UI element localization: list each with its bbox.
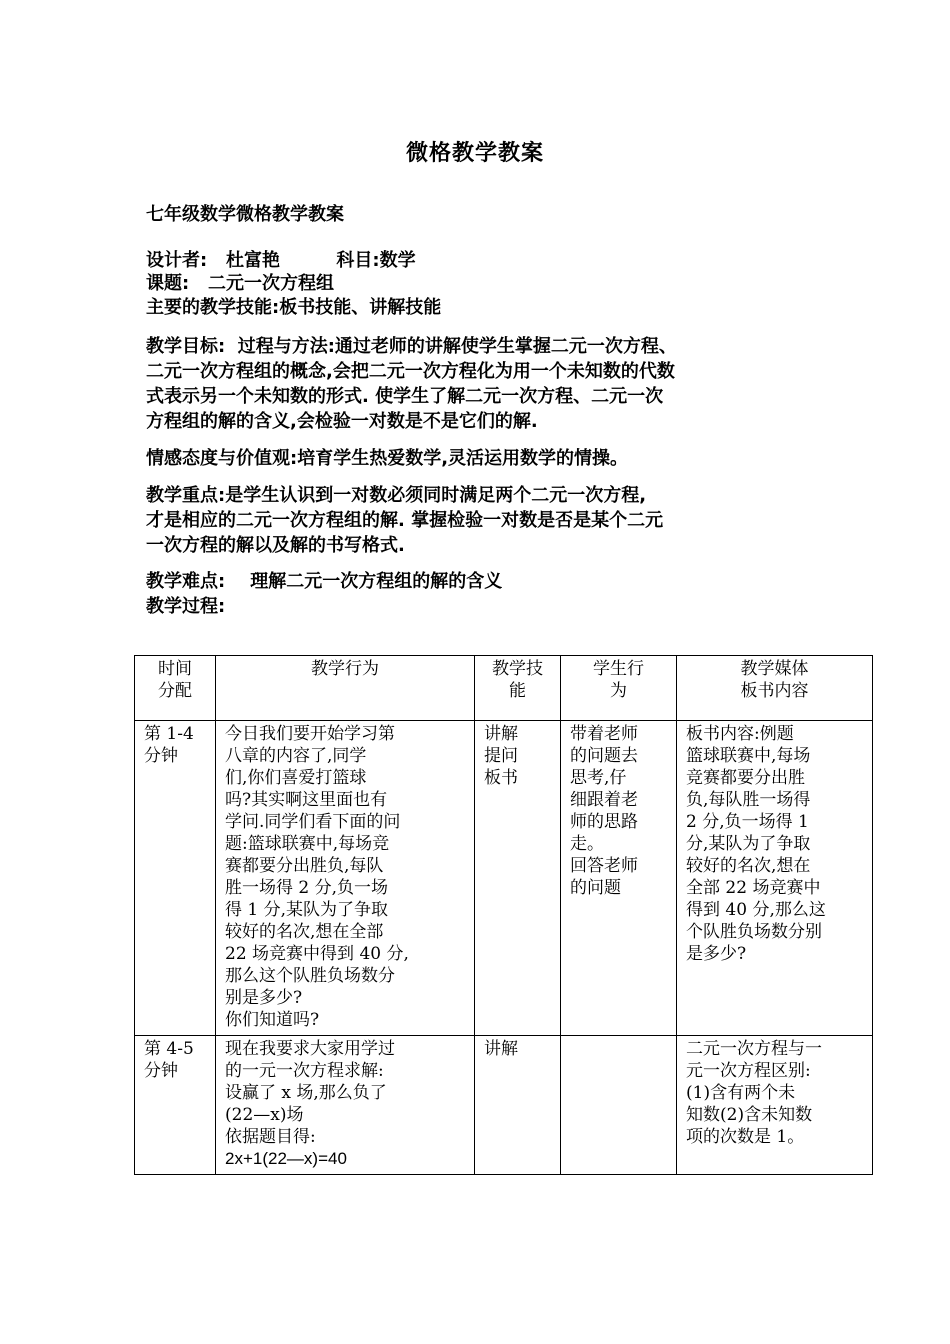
header-time <box>135 656 216 721</box>
objectives-line: 教学目标: 过程与方法:通过老师的讲解使学生掌握二元一次方程、 <box>146 336 677 357</box>
cell-text: 的问题去 <box>570 746 638 766</box>
cell-board <box>677 721 873 1036</box>
cell-text: 第 1-4 <box>144 724 194 744</box>
cell-text: 的一元一次方程求解: <box>225 1061 384 1081</box>
skills-line: 主要的教学技能:板书技能、讲解技能 <box>146 297 442 318</box>
cell-text: 个队胜负场数分别 <box>686 922 822 942</box>
header-student <box>561 656 677 721</box>
cell-text: 胜一场得 2 分,负一场 <box>225 878 389 898</box>
cell-text: 分,某队为了争取 <box>686 834 811 854</box>
cell-text: 设赢了 x 场,那么负了 <box>225 1083 387 1103</box>
table-header-row <box>135 656 873 721</box>
cell-text: 走。 <box>570 834 604 854</box>
cell-text: 全部 22 场竞赛中 <box>686 878 821 898</box>
cell-text: 板书 <box>484 768 518 788</box>
header-text: 为 <box>610 681 627 701</box>
cell-text: 带着老师 <box>570 724 638 744</box>
cell-text: 板书内容:例题 <box>686 724 794 744</box>
cell-text: 今日我们要开始学习第 <box>225 724 395 744</box>
lesson-table <box>134 655 873 1175</box>
cell-time <box>135 1036 216 1175</box>
document-title: 微格教学教案 <box>405 141 544 166</box>
header-text: 板书内容 <box>740 681 809 701</box>
cell-text: 学问.同学们看下面的问 <box>225 812 401 832</box>
cell-text: 八章的内容了,同学 <box>225 746 367 766</box>
cell-text: 题:篮球联赛中,每场竞 <box>225 834 390 854</box>
cell-text: 知数(2)含未知数 <box>686 1105 813 1125</box>
header-text: 能 <box>509 681 526 701</box>
cell-text: 思考,仔 <box>570 768 627 788</box>
cell-text: 你们知道吗? <box>225 1010 320 1030</box>
cell-text: 别是多少? <box>225 988 303 1008</box>
cell-text: 的问题 <box>570 878 621 898</box>
cell-time <box>135 721 216 1036</box>
designer-subject-line: 设计者: 杜富艳 科目:数学 <box>146 250 416 271</box>
cell-text: 是多少? <box>686 944 747 964</box>
objectives-line: 二元一次方程组的概念,会把二元一次方程化为用一个未知数的代数 <box>146 361 675 382</box>
emotion-line: 情感态度与价值观:培育学生热爱数学,灵活运用数学的情操。 <box>146 448 629 469</box>
cell-text: 元一次方程区别: <box>686 1061 811 1081</box>
difficulty-line: 教学难点: 理解二元一次方程组的解的含义 <box>146 571 503 592</box>
header-text: 教学技 <box>492 659 543 679</box>
cell-text: 第 4-5 <box>144 1039 194 1059</box>
cell-text: 得到 40 分,那么这 <box>686 900 826 920</box>
cell-text: 那么这个队胜负场数分 <box>225 966 395 986</box>
cell-text: 吗?其实啊这里面也有 <box>225 790 388 810</box>
header-teacher <box>216 656 475 721</box>
cell-text: 22 场竞赛中得到 40 分, <box>225 944 409 964</box>
cell-skill <box>475 1036 561 1175</box>
cell-teacher <box>216 1036 475 1175</box>
cell-text: 竞赛都要分出胜 <box>686 768 805 788</box>
cell-text: 细跟着老 <box>570 790 638 810</box>
cell-text: 篮球联赛中,每场 <box>686 746 811 766</box>
key-points-line: 一次方程的解以及解的书写格式. <box>146 535 405 556</box>
cell-teacher <box>216 721 475 1036</box>
header-text: 教学行为 <box>311 659 379 679</box>
cell-text: (22—x)场 <box>225 1105 304 1125</box>
cell-text: 2 分,负一场得 1 <box>686 812 809 832</box>
cell-text: 分钟 <box>144 1061 178 1081</box>
objectives-line: 方程组的解的含义,会检验一对数是不是它们的解. <box>146 411 538 432</box>
header-text: 教学媒体 <box>740 659 809 679</box>
topic-line: 课题: 二元一次方程组 <box>146 273 334 294</box>
cell-skill <box>475 721 561 1036</box>
header-text: 时间 <box>158 659 192 679</box>
cell-board <box>677 1036 873 1175</box>
teaching-objectives <box>146 334 836 434</box>
cell-student <box>561 1036 677 1175</box>
cell-text: 师的思路 <box>570 812 638 832</box>
cell-text: 们,你们喜爱打篮球 <box>225 768 367 788</box>
cell-text: 项的次数是 1。 <box>686 1127 805 1147</box>
cell-text: (1)含有两个未 <box>686 1083 796 1103</box>
table-row <box>135 721 873 1036</box>
cell-text: 分钟 <box>144 746 178 766</box>
cell-text: 讲解 <box>484 1039 518 1059</box>
key-points-line: 教学重点:是学生认识到一对数必须同时满足两个二元一次方程, <box>146 485 647 506</box>
cell-text: 负,每队胜一场得 <box>686 790 811 810</box>
objectives-line: 式表示另一个未知数的形式. 使学生了解二元一次方程、二元一次 <box>146 386 664 407</box>
header-board <box>677 656 873 721</box>
cell-text: 回答老师 <box>570 856 638 876</box>
cell-text: 赛都要分出胜负,每队 <box>225 856 384 876</box>
cell-text: 较好的名次,想在 <box>686 856 811 876</box>
key-points <box>146 483 836 558</box>
cell-text: 2x+1(22—x)=40 <box>225 1149 347 1168</box>
cell-text: 依据题目得: <box>225 1127 316 1147</box>
cell-text: 得 1 分,某队为了争取 <box>225 900 389 920</box>
header-text: 学生行 <box>593 659 644 679</box>
cell-student <box>561 721 677 1036</box>
cell-text: 较好的名次,想在全部 <box>225 922 384 942</box>
cell-text: 现在我要求大家用学过 <box>225 1039 395 1059</box>
process-label: 教学过程: <box>146 596 226 617</box>
emotion-values <box>146 446 836 471</box>
header-skill <box>475 656 561 721</box>
cell-text: 提问 <box>484 746 518 766</box>
cell-text: 二元一次方程与一 <box>686 1039 822 1059</box>
table-row <box>135 1036 873 1175</box>
key-points-line: 才是相应的二元一次方程组的解. 掌握检验一对数是否是某个二元 <box>146 510 664 531</box>
document-subtitle: 七年级数学微格教学教案 <box>146 204 344 225</box>
cell-text: 讲解 <box>484 724 518 744</box>
difficulty <box>146 569 836 619</box>
header-text: 分配 <box>158 681 192 701</box>
